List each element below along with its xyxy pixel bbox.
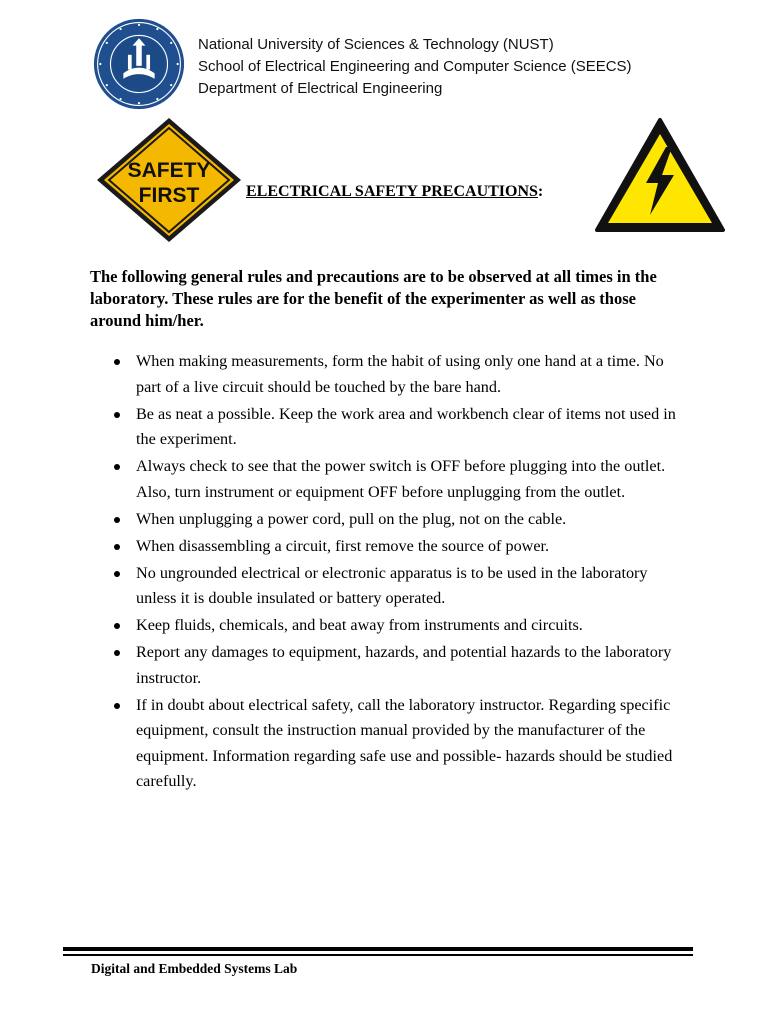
school-name: School of Electrical Engineering and Computer Science (SEECS) <box>198 58 632 75</box>
list-item: When disassembling a circuit, first remove the source of power. <box>112 534 692 560</box>
list-item: When unplugging a power cord, pull on the plug, not on the cable. <box>112 507 692 533</box>
safety-sign-line1: SAFETY <box>127 159 211 182</box>
intro-paragraph: The following general rules and precautions are to be observed at all times in the laboratory. These rules are for the benefit of the experimenter as well as those around him/her. <box>90 267 657 330</box>
list-item: When making measurements, form the habit of using only one hand at a time. No part of a live circuit should be touched by the bare hand. <box>112 349 692 400</box>
institution-header <box>198 34 632 100</box>
document-title-suffix: : <box>537 183 544 200</box>
high-voltage-warning-icon <box>594 117 726 235</box>
footer-lab-name: Digital and Embedded Systems Lab <box>91 961 298 976</box>
list-item: Keep fluids, chemicals, and beat away from instruments and circuits. <box>112 613 692 639</box>
document-title <box>246 183 543 201</box>
safety-rules-list <box>112 349 692 796</box>
list-item: If in doubt about electrical safety, call the laboratory instructor. Regarding specific equipment, consult the instruction manual provided by the manufacturer of the equipment. Information regarding safe use and possible- hazards should be studied carefully. <box>112 693 692 795</box>
footer-divider-thick <box>63 947 693 951</box>
safety-sign-line2: FIRST <box>138 184 200 207</box>
list-item: Be as neat a possible. Keep the work area and workbench clear of items not used in the experiment. <box>112 402 692 453</box>
university-name: National University of Sciences & Technology (NUST) <box>198 36 554 53</box>
document-title-text: ELECTRICAL SAFETY PRECAUTIONS <box>246 183 538 200</box>
list-item: Always check to see that the power switch is OFF before plugging into the outlet. Also, turn instrument or equipment OFF before unplugging from the outlet. <box>112 454 692 505</box>
university-logo <box>93 18 185 110</box>
department-name: Department of Electrical Engineering <box>198 80 443 97</box>
list-item: No ungrounded electrical or electronic apparatus is to be used in the laboratory unless it is double insulated or battery operated. <box>112 561 692 612</box>
list-item: Report any damages to equipment, hazards, and potential hazards to the laboratory instructor. <box>112 640 692 691</box>
safety-first-sign <box>93 114 245 246</box>
footer-divider-thin <box>63 954 693 956</box>
